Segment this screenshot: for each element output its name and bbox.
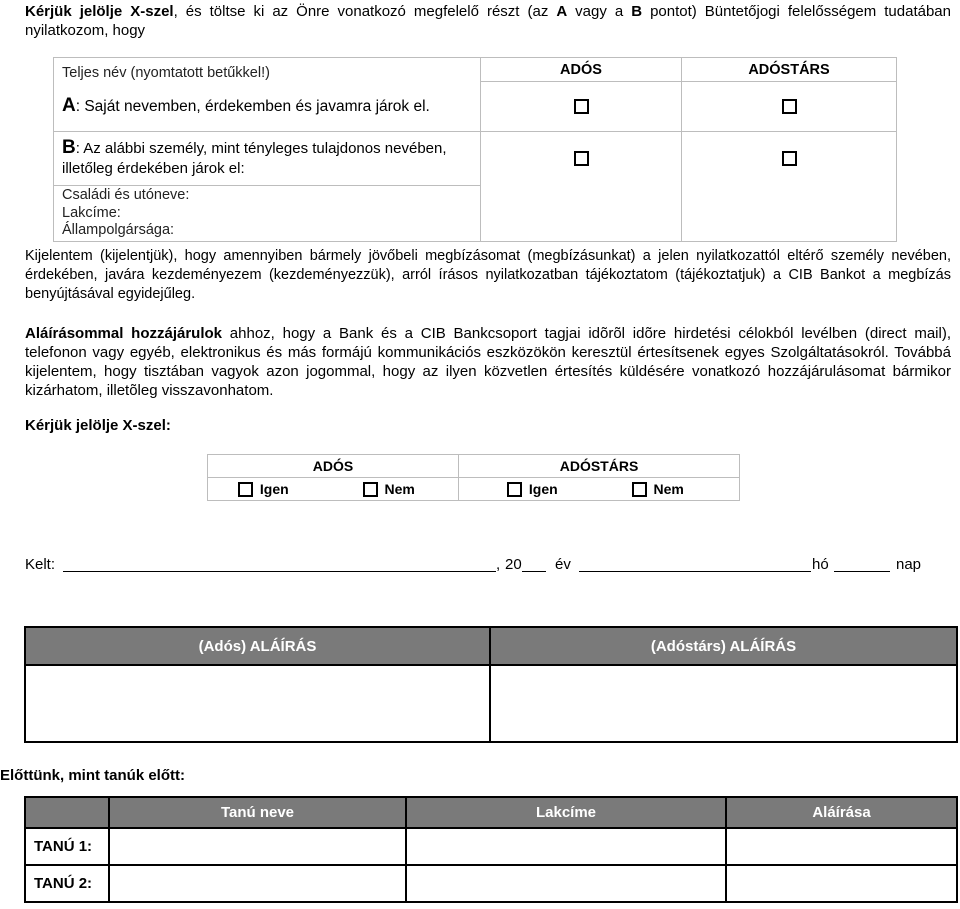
date-year-prefix: 20 <box>505 556 522 573</box>
witnesses-title: Előttünk, mint tanúk előtt: <box>0 767 185 784</box>
owner-ados-field[interactable] <box>481 186 682 242</box>
signature-ados-field[interactable] <box>25 665 490 742</box>
witness-row1-label: TANÚ 1: <box>25 828 109 865</box>
date-year-field[interactable] <box>522 571 546 572</box>
date-ev-label: év <box>555 556 571 573</box>
checkbox-a-ados[interactable] <box>574 99 589 114</box>
signature-table <box>24 626 958 743</box>
consent-ados-header: ADÓS <box>208 455 459 478</box>
signature-adostars-field[interactable] <box>490 665 957 742</box>
date-ho-label: hó <box>812 556 829 573</box>
consent-adostars-no-label: Nem <box>653 480 684 497</box>
checkbox-a-adostars[interactable] <box>782 99 797 114</box>
citizenship-label: Állampolgársága: <box>62 222 175 239</box>
consent-adostars-yes-label: Igen <box>528 480 558 497</box>
witness2-name-field[interactable] <box>109 865 406 902</box>
date-place-field[interactable] <box>63 571 496 572</box>
witness1-address-field[interactable] <box>406 828 726 865</box>
option-a-row <box>54 82 481 132</box>
date-month-field[interactable] <box>579 571 811 572</box>
witness-table <box>24 796 958 903</box>
consent-table <box>207 454 740 501</box>
consent-text: Aláírásommal hozzájárulok ahhoz, hogy a Bank és a CIB Bankcsoport tagjai idõrõl idõre hirdetési célokból levélben (direct mail), telefonon vagy egyéb, elektronikus és más formájú kommunikációs eszközökön keresztül értesítsenek egyes Szolgáltatásokról. Továbbá kijelentem, hogy tisztában vagyok azon jogommal, hogy az ilyen közvetlen értesítés küldésére vonatkozó hozzájárulásomat bármikor kizárhatom, illetõleg visszavonhatom. <box>25 325 951 399</box>
owner-adostars-field[interactable] <box>682 186 897 242</box>
consent-adostars-header: ADÓSTÁRS <box>459 455 740 478</box>
intro-bold: Kérjük jelölje X-szel <box>25 3 174 20</box>
col-ados: ADÓS <box>481 58 682 82</box>
option-b-letter: B <box>62 137 76 158</box>
witness-col-address: Lakcíme <box>406 797 726 828</box>
date-nap-label: nap <box>896 556 922 573</box>
date-comma: , <box>496 556 501 573</box>
witness-col-signature: Aláírása <box>726 797 957 828</box>
address-label: Lakcíme: <box>62 204 121 221</box>
consent-bold: Aláírásommal hozzájárulok <box>25 325 223 342</box>
declaration-text: Kijelentem (kijelentjük), hogy amennyiben bármely jövőbeli megbízásomat (megbízásunkat) a jelen nyilatkozattól eltérő személy nevében, érdekében, javára kezdeményezem (kezdeményezzük), arról írásos nyilatkozatban tájékoztatom (tájékoztatjuk) a CIB Bankot a megbízás benyújtásával egyidejűleg. <box>25 248 951 302</box>
consent-adostars-yes-checkbox[interactable] <box>507 482 522 497</box>
beneficial-owner-details <box>54 186 481 242</box>
checkbox-b-adostars[interactable] <box>782 151 797 166</box>
fullname-label: Teljes név (nyomtatott betűkkel!) <box>54 58 481 82</box>
ownership-table <box>53 57 897 242</box>
witness2-signature-field[interactable] <box>726 865 957 902</box>
witness-row2-label: TANÚ 2: <box>25 865 109 902</box>
option-b-row <box>54 132 481 186</box>
signature-adostars-header: (Adóstárs) ALÁÍRÁS <box>490 627 957 665</box>
consent-ados-no-label: Nem <box>384 480 415 497</box>
option-a-text: : Saját nevemben, érdekemben és javamra járok el. <box>75 97 430 115</box>
date-kelt-label: Kelt: <box>25 556 56 573</box>
mark-label: Kérjük jelölje X-szel: <box>25 417 171 434</box>
witness1-name-field[interactable] <box>109 828 406 865</box>
option-a-letter: A <box>62 94 76 116</box>
consent-ados-yes-label: Igen <box>259 480 289 497</box>
family-name-label: Családi és utóneve: <box>62 187 190 204</box>
col-adostars: ADÓSTÁRS <box>682 58 897 82</box>
checkbox-b-ados[interactable] <box>574 151 589 166</box>
witness2-address-field[interactable] <box>406 865 726 902</box>
signature-ados-header: (Adós) ALÁÍRÁS <box>25 627 490 665</box>
consent-ados-yes-checkbox[interactable] <box>238 482 253 497</box>
date-day-field[interactable] <box>834 571 890 572</box>
witness1-signature-field[interactable] <box>726 828 957 865</box>
witness-col-name: Tanú neve <box>109 797 406 828</box>
option-b-text: : Az alábbi személy, mint tényleges tulajdonos nevében, illetőleg érdekében járok el: <box>62 140 447 177</box>
consent-adostars-no-checkbox[interactable] <box>632 482 647 497</box>
intro-text: Kérjük jelölje X-szel, és töltse ki az Önre vonatkozó megfelelő részt (az A vagy a B pontot) Büntetőjogi felelősségem tudatában nyilatkozom, hogy <box>25 3 951 39</box>
consent-ados-no-checkbox[interactable] <box>363 482 378 497</box>
